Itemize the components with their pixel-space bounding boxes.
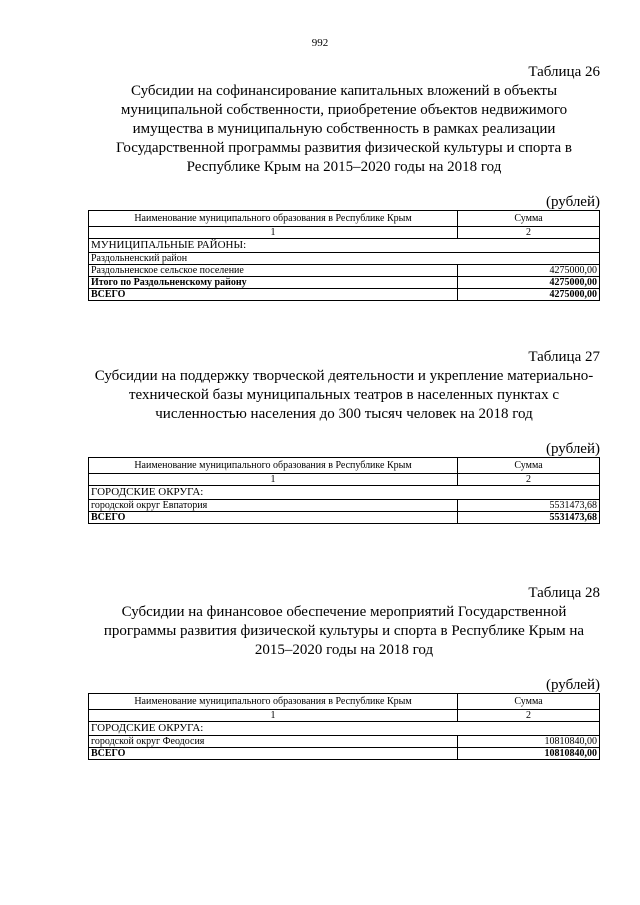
table-label: Таблица 28 <box>528 585 600 601</box>
row-value: 4275000,00 <box>458 265 600 277</box>
column-number-row <box>89 710 600 722</box>
row-name: Раздольненское сельское поселение <box>89 265 458 277</box>
group-row <box>89 486 600 500</box>
group-title: ГОРОДСКИЕ ОКРУГА: <box>89 722 600 736</box>
total-row <box>89 748 600 760</box>
total-name: ВСЕГО <box>89 748 458 760</box>
total-value: 5531473,68 <box>458 512 600 524</box>
table-row <box>89 500 600 512</box>
page-number: 992 <box>311 37 329 49</box>
col-name-header: Наименование муниципального образования в Республике Крым <box>89 211 458 227</box>
total-name: ВСЕГО <box>89 512 458 524</box>
table-header-row <box>89 211 600 227</box>
units-label: (рублей) <box>545 194 600 210</box>
subsidy-table <box>88 693 600 760</box>
row-value: 5531473,68 <box>458 500 600 512</box>
row-value: 10810840,00 <box>458 736 600 748</box>
total-row <box>89 289 600 301</box>
subtotal-value: 4275000,00 <box>458 277 600 289</box>
col-sum-header: Сумма <box>458 211 600 227</box>
table-row <box>89 736 600 748</box>
table-27-section <box>88 348 600 524</box>
col-name-header: Наименование муниципального образования в Республике Крым <box>89 694 458 710</box>
units-label: (рублей) <box>545 677 600 693</box>
table-row <box>89 265 600 277</box>
col-num-2: 2 <box>458 710 600 722</box>
table-title: Субсидии на софинансирование капитальных вложений в объекты муниципальной собственности, приобретение объектов недвижимого имущества в муниципальную собственность в рамках реализации Государственной программы развития физической культуры и спорта в Республике Крым на 2015–2020 годы на 2018 год <box>116 83 572 175</box>
col-name-header: Наименование муниципального образования в Республике Крым <box>89 458 458 474</box>
table-title: Субсидии на финансовое обеспечение мероприятий Государственной программы развития физической культуры и спорта в Республике Крым на 2015–2020 годы на 2018 год <box>103 604 585 658</box>
col-num-1: 1 <box>89 227 458 239</box>
table-header-row <box>89 458 600 474</box>
row-name: городской округ Евпатория <box>89 500 458 512</box>
col-num-2: 2 <box>458 474 600 486</box>
col-num-2: 2 <box>458 227 600 239</box>
district-name: Раздольненский район <box>89 253 600 265</box>
table-26-section <box>88 63 600 301</box>
col-sum-header: Сумма <box>458 694 600 710</box>
subtotal-row <box>89 277 600 289</box>
table-28-section <box>88 584 600 760</box>
subsidy-table <box>88 457 600 524</box>
table-label: Таблица 26 <box>528 64 600 80</box>
col-num-1: 1 <box>89 710 458 722</box>
total-name: ВСЕГО <box>89 289 458 301</box>
table-header-row <box>89 694 600 710</box>
subtotal-name: Итого по Раздольненскому району <box>89 277 458 289</box>
column-number-row <box>89 227 600 239</box>
table-title: Субсидии на поддержку творческой деятельности и укрепление материально-технической базы муниципальных театров в населенных пунктах с численностью населения до 300 тысяч человек на 2018 год <box>94 368 594 422</box>
group-row <box>89 239 600 253</box>
group-title: ГОРОДСКИЕ ОКРУГА: <box>89 486 600 500</box>
district-row <box>89 253 600 265</box>
column-number-row <box>89 474 600 486</box>
group-title: МУНИЦИПАЛЬНЫЕ РАЙОНЫ: <box>89 239 600 253</box>
total-row <box>89 512 600 524</box>
total-value: 4275000,00 <box>458 289 600 301</box>
row-name: городской округ Феодосия <box>89 736 458 748</box>
col-num-1: 1 <box>89 474 458 486</box>
total-value: 10810840,00 <box>458 748 600 760</box>
col-sum-header: Сумма <box>458 458 600 474</box>
group-row <box>89 722 600 736</box>
table-label: Таблица 27 <box>528 349 600 365</box>
units-label: (рублей) <box>545 441 600 457</box>
subsidy-table <box>88 210 600 301</box>
